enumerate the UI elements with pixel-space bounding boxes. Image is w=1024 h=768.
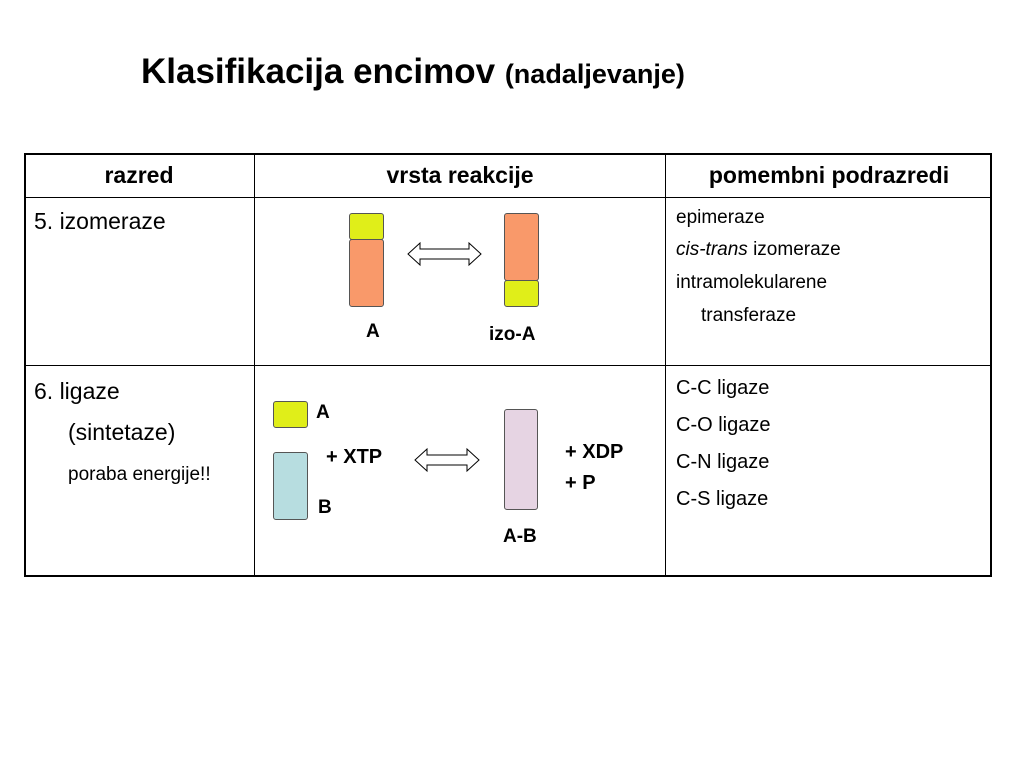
label-a: A [366, 321, 380, 342]
label-plus-xdp: + XDP [565, 441, 624, 463]
row1-class: 5. izomeraze [34, 208, 166, 234]
subclass-transferaze: transferaze [701, 305, 797, 326]
substrate-a-orange-part [349, 239, 384, 307]
header-pomembni-podrazredi: pomembni podrazredi [708, 162, 950, 188]
isomer-orange-part [504, 213, 539, 281]
substrate-b-block [273, 452, 308, 520]
subclass-cis-trans-rest: izomeraze [747, 239, 841, 260]
label-ab: A-B [503, 526, 537, 547]
subclass-cis-trans [676, 239, 841, 261]
header-razred: razred [104, 162, 174, 188]
header-vrsta-reakcije: vrsta reakcije [386, 162, 534, 188]
subclass-cn-ligaze: C-N ligaze [676, 451, 770, 473]
substrate-a-block [273, 401, 308, 428]
label-plus-xtp: + XTP [326, 446, 383, 468]
subclass-cc-ligaze: C-C ligaze [676, 377, 770, 399]
label-a: A [316, 402, 330, 423]
label-plus-p: + P [565, 472, 596, 494]
double-arrow-icon [414, 447, 480, 473]
title-sub: (nadaljevanje) [504, 59, 685, 89]
subclass-cis-trans-italic: cis-trans [676, 239, 748, 260]
subclass-intramolekularene: intramolekularene [676, 272, 828, 293]
isomer-yellow-part [504, 280, 539, 307]
double-arrow-icon [407, 241, 482, 267]
row-divider [24, 365, 992, 366]
substrate-a-yellow-part [349, 213, 384, 240]
enzyme-classification-table [24, 153, 992, 577]
row2-note: poraba energije!! [68, 464, 211, 485]
title-main: Klasifikacija encimov [141, 52, 496, 91]
subclass-co-ligaze: C-O ligaze [676, 414, 771, 436]
row2-class: 6. ligaze [34, 378, 120, 404]
product-ab-block [504, 409, 538, 510]
page-title [141, 52, 685, 92]
label-b: B [318, 497, 332, 518]
subclass-cs-ligaze: C-S ligaze [676, 488, 769, 510]
label-izo-a: izo-A [489, 324, 536, 345]
row2-class-alt: (sintetaze) [68, 419, 176, 445]
subclass-epimeraze: epimeraze [676, 207, 765, 228]
